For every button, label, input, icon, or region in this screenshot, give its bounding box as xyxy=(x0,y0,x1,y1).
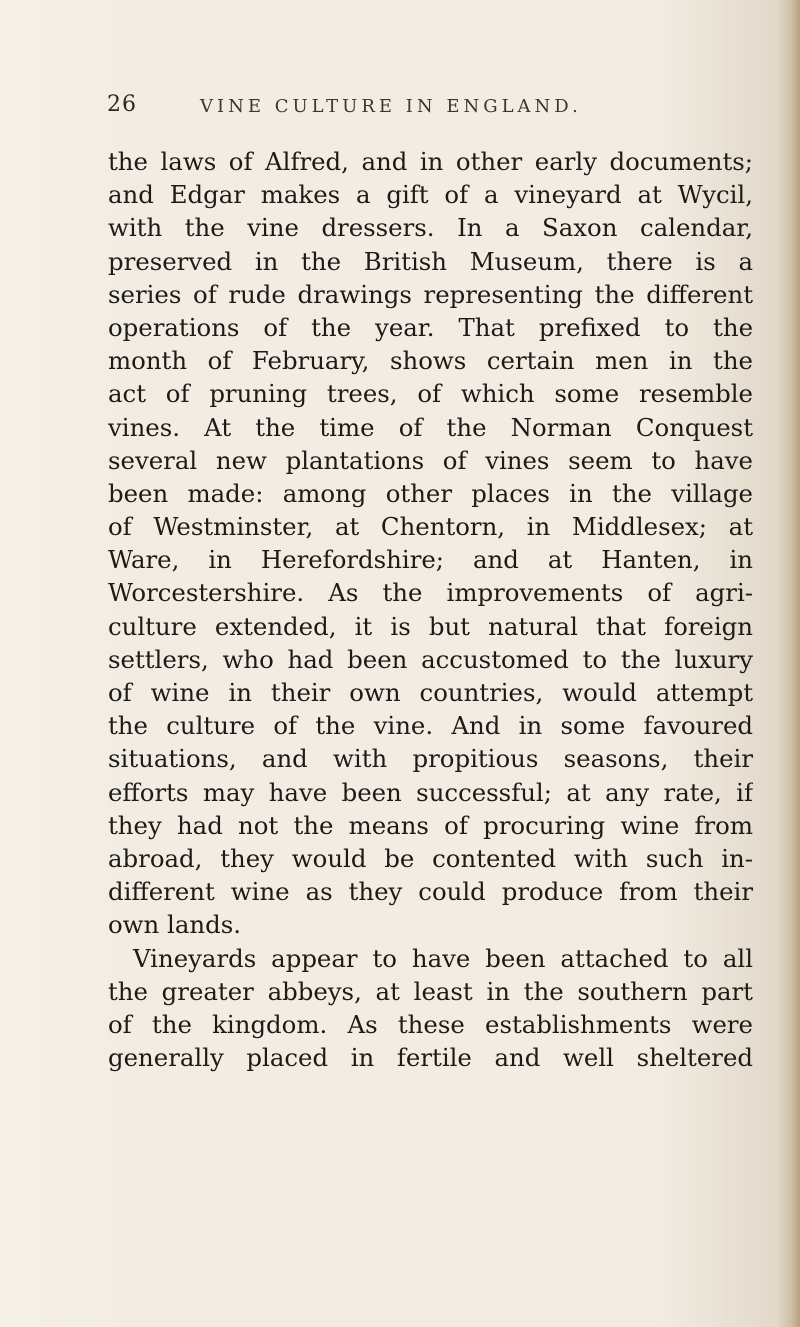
text-line: own lands. xyxy=(108,910,241,940)
text-line: several new plantations of vines seem to have xyxy=(108,445,753,475)
text-line: of the kingdom. As these establishments were xyxy=(108,1009,753,1039)
text-line: act of pruning trees, of which some resemble xyxy=(108,379,753,409)
page-number: 26 xyxy=(107,92,137,117)
text-line: culture extended, it is but natural that foreign xyxy=(108,611,753,641)
text-line: series of rude drawings representing the different xyxy=(108,279,753,309)
text-line: the culture of the vine. And in some favoured xyxy=(108,711,753,741)
page-edge-shadow xyxy=(778,0,800,1327)
text-line: situations, and with propitious seasons, their xyxy=(108,744,753,774)
text-line: month of February, shows certain men in the xyxy=(108,346,753,376)
text-line: preserved in the British Museum, there is a xyxy=(108,246,753,276)
text-line: been made: among other places in the village xyxy=(108,478,753,508)
text-line: operations of the year. That prefixed to the xyxy=(108,312,753,342)
text-line: vines. At the time of the Norman Conquest xyxy=(108,412,753,442)
text-line: settlers, who had been accustomed to the luxury xyxy=(108,644,753,674)
text-line: Vineyards appear to have been attached to all xyxy=(133,943,753,973)
text-line: abroad, they would be contented with such in- xyxy=(108,843,753,873)
text-line: efforts may have been successful; at any rate, if xyxy=(108,777,753,807)
text-line: the laws of Alfred, and in other early documents; xyxy=(108,147,753,176)
text-line: generally placed in fertile and well sheltered xyxy=(108,1043,753,1073)
running-title: VINE CULTURE IN ENGLAND. xyxy=(200,96,582,117)
text-line: Ware, in Herefordshire; and at Hanten, in xyxy=(108,545,753,575)
text-line: of Westminster, at Chentorn, in Middlesex; at xyxy=(108,512,753,542)
text-line: Worcestershire. As the improvements of agri- xyxy=(108,578,753,608)
body-text xyxy=(108,145,753,1074)
text-line: and Edgar makes a gift of a vineyard at Wycil, xyxy=(108,180,753,210)
text-line: of wine in their own countries, would attempt xyxy=(108,678,753,707)
text-line: different wine as they could produce from their xyxy=(108,877,753,907)
text-line: with the vine dressers. In a Saxon calendar, xyxy=(108,213,753,243)
text-line: they had not the means of procuring wine from xyxy=(108,810,753,840)
text-line: the greater abbeys, at least in the southern part xyxy=(108,976,753,1006)
